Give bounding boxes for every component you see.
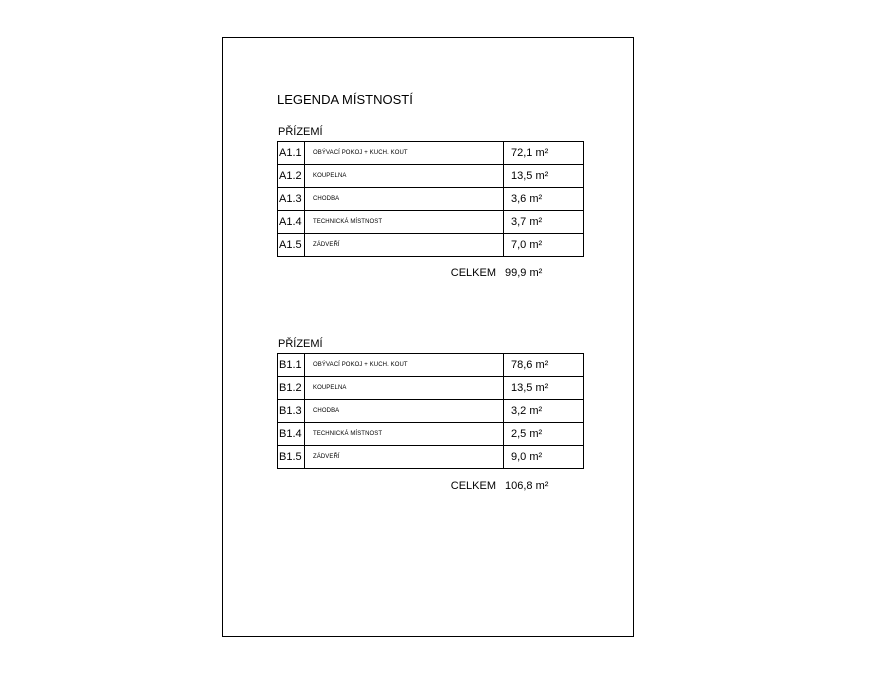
room-area: 72,1 m² xyxy=(504,142,584,165)
room-area: 3,2 m² xyxy=(504,400,584,423)
room-name: OBÝVACÍ POKOJ + KUCH. KOUT xyxy=(305,354,504,377)
room-name: CHODBA xyxy=(305,400,504,423)
room-area: 3,7 m² xyxy=(504,211,584,234)
room-code: B1.2 xyxy=(278,377,305,400)
room-area: 7,0 m² xyxy=(504,234,584,257)
table-row xyxy=(278,354,584,377)
room-name: OBÝVACÍ POKOJ + KUCH. KOUT xyxy=(305,142,504,165)
total-label-text: CELKEM xyxy=(450,267,496,279)
total-value-a: 99,9 m² xyxy=(505,267,543,279)
room-name: KOUPELNA xyxy=(305,377,504,400)
room-code: B1.4 xyxy=(278,423,305,446)
room-name: ZÁDVEŘÍ xyxy=(305,234,504,257)
room-code: A1.3 xyxy=(278,188,305,211)
room-name: KOUPELNA xyxy=(305,165,504,188)
table-row xyxy=(278,377,584,400)
table-row xyxy=(278,211,584,234)
table-row xyxy=(278,446,584,469)
room-area: 2,5 m² xyxy=(504,423,584,446)
room-table-b xyxy=(277,353,584,469)
total-label-text: CELKEM xyxy=(450,480,496,492)
table-row xyxy=(278,188,584,211)
room-area: 9,0 m² xyxy=(504,446,584,469)
section-label-b: PŘÍZEMÍ xyxy=(278,338,323,350)
room-code: A1.4 xyxy=(278,211,305,234)
table-row xyxy=(278,400,584,423)
room-area: 78,6 m² xyxy=(504,354,584,377)
room-name: TECHNICKÁ MÍSTNOST xyxy=(305,211,504,234)
room-area: 13,5 m² xyxy=(504,165,584,188)
room-code: A1.1 xyxy=(278,142,305,165)
room-area: 3,6 m² xyxy=(504,188,584,211)
room-code: B1.1 xyxy=(278,354,305,377)
room-code: A1.5 xyxy=(278,234,305,257)
table-row xyxy=(278,165,584,188)
room-name: CHODBA xyxy=(305,188,504,211)
room-code: B1.3 xyxy=(278,400,305,423)
room-table-a xyxy=(277,141,584,257)
document-title: LEGENDA MÍSTNOSTÍ xyxy=(277,92,413,107)
room-area: 13,5 m² xyxy=(504,377,584,400)
room-name: TECHNICKÁ MÍSTNOST xyxy=(305,423,504,446)
total-value-b: 106,8 m² xyxy=(505,480,549,492)
table-row xyxy=(278,142,584,165)
table-row xyxy=(278,423,584,446)
table-row xyxy=(278,234,584,257)
room-name: ZÁDVEŘÍ xyxy=(305,446,504,469)
room-code: B1.5 xyxy=(278,446,305,469)
room-code: A1.2 xyxy=(278,165,305,188)
section-label-a: PŘÍZEMÍ xyxy=(278,126,323,138)
